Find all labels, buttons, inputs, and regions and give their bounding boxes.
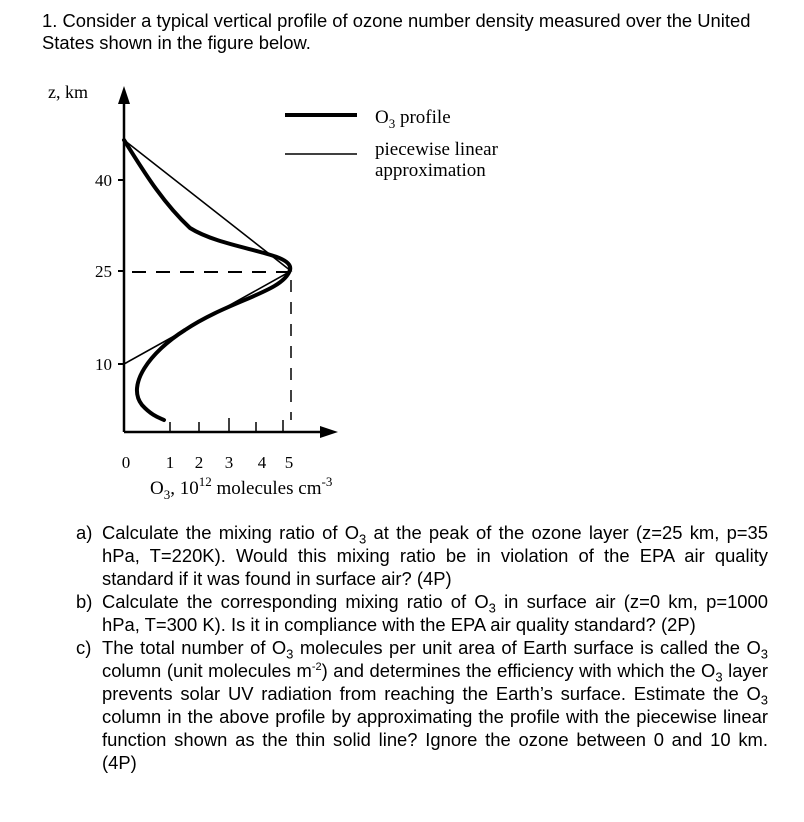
x-tick-marks [170, 418, 283, 432]
y-tick-label-10: 10 [95, 355, 112, 374]
y-axis-label: z, km [48, 82, 88, 102]
legend-linear-label-line1: piecewise linear [375, 139, 498, 160]
question-list [62, 521, 768, 774]
problem-number: 1. [42, 10, 58, 31]
x-tick-label-0: 0 [121, 453, 131, 472]
x-tick-label-5: 5 [284, 453, 294, 472]
y-axis-arrow [118, 86, 130, 104]
x-axis-label: $O_3$, $10^{12}$ molecules $cm^{-3}$ [150, 474, 333, 502]
legend-profile-label: $O_3$ profile [375, 107, 451, 131]
x-tick-label-3: 3 [224, 453, 234, 472]
problem-intro-text: Consider a typical vertical profile of ozone number density measured over the United States shown in the figure below. [42, 10, 751, 53]
y-tick-label-40: 40 [95, 171, 112, 190]
y-tick-label-25: 25 [95, 262, 112, 281]
question-b: b) Calculate the corresponding mixing ratio of $O_3$ in surface air (z=0 km, p=1000 hPa, T=300 K). Is it in compliance with the EPA air quality standard? (2P) [76, 591, 768, 635]
question-marker: a) [76, 522, 93, 543]
x-axis-arrow [320, 426, 338, 438]
ozone-profile-curve [124, 140, 290, 420]
question-marker: b) [76, 591, 93, 612]
x-tick-label-2: 2 [194, 453, 204, 472]
question-a: a) Calculate the mixing ratio of $O_3$ at the peak of the ozone layer (z=25 km, p=35 hPa, T=220K). Would this mixing ratio be in violation of the EPA air quality standard if it was found in surface air? (4P) [76, 522, 768, 589]
legend-linear-label-line2: approximation [375, 160, 486, 181]
x-tick-label-1: 1 [165, 453, 175, 472]
question-marker: c) [76, 637, 92, 658]
question-c: c) The total number of $O_3$ molecules per unit area of Earth surface is called the $O_3$ column (unit molecules $m^{-2}$) and determines the efficiency with which the $O_3$ layer prevents solar UV radiation from reaching the Earth’s surface. Estimate the $O_3$ column in the above profile by approximating the profile with the piecewise linear function shown as the thin solid line? Ignore the ozone between 0 and 10 km. (4P) [76, 637, 769, 773]
x-tick-label-4: 4 [257, 453, 267, 472]
